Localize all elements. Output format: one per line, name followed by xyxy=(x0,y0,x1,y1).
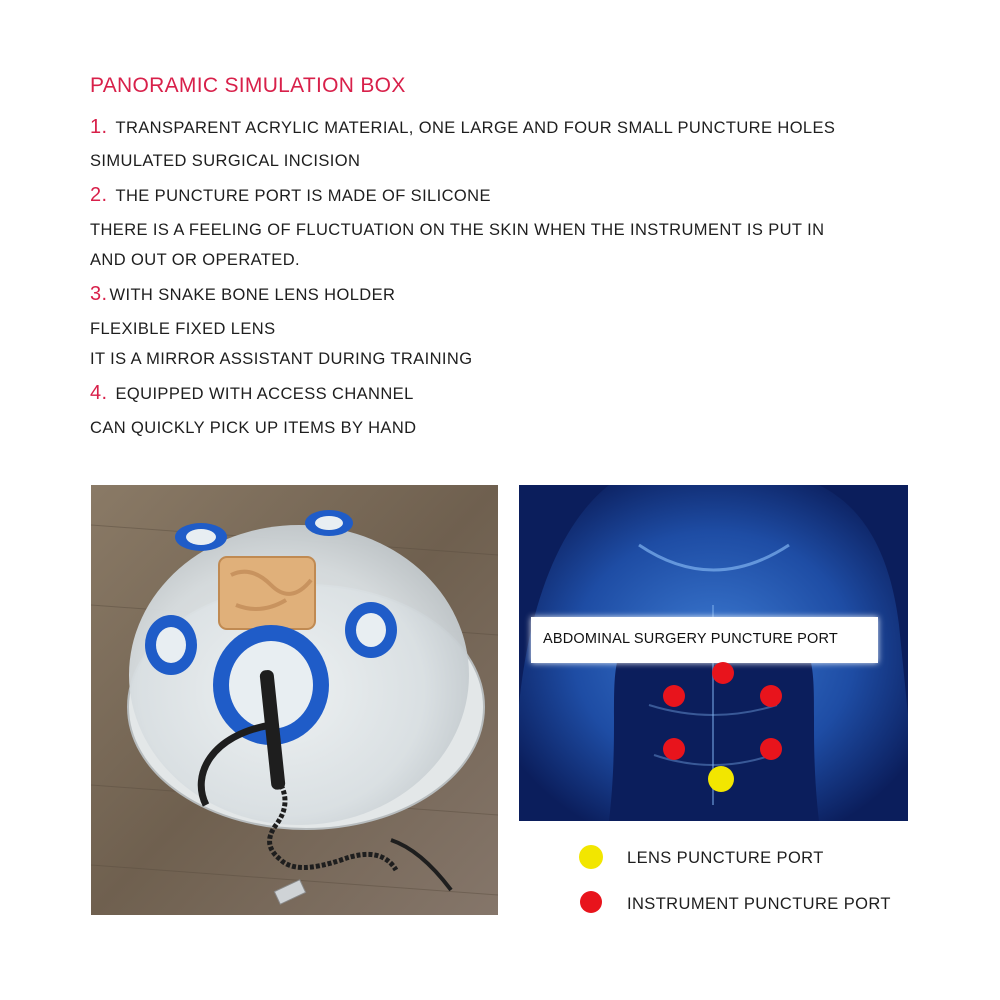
feature-2-detail-2: AND OUT OR OPERATED. xyxy=(90,251,300,269)
instrument-port-marker xyxy=(760,738,782,760)
feature-3-detail-1: FLEXIBLE FIXED LENS xyxy=(90,320,276,338)
instrument-port-legend-label: INSTRUMENT PUNCTURE PORT xyxy=(627,895,891,913)
instrument-port-legend-dot xyxy=(580,891,602,913)
instrument-port-marker xyxy=(760,685,782,707)
feature-1-heading xyxy=(90,116,835,139)
page-title: PANORAMIC SIMULATION BOX xyxy=(90,74,406,97)
feature-2-heading xyxy=(90,184,491,207)
feature-3-heading-text: WITH SNAKE BONE LENS HOLDER xyxy=(109,286,396,304)
lens-port-legend-dot xyxy=(579,845,603,869)
feature-4-detail-1: CAN QUICKLY PICK UP ITEMS BY HAND xyxy=(90,419,417,437)
instrument-port-marker xyxy=(712,662,734,684)
feature-3-number: 3. xyxy=(90,283,108,305)
feature-2-number: 2. xyxy=(90,184,108,206)
feature-1-detail-1: SIMULATED SURGICAL INCISION xyxy=(90,152,361,170)
diagram-banner xyxy=(531,617,878,663)
simulation-box-photo xyxy=(91,485,498,915)
feature-4-heading xyxy=(90,382,414,405)
lens-port-legend-label: LENS PUNCTURE PORT xyxy=(627,849,824,867)
diagram-banner-label: ABDOMINAL SURGERY PUNCTURE PORT xyxy=(543,631,838,647)
lens-port-marker xyxy=(708,766,734,792)
feature-2-detail-1: THERE IS A FEELING OF FLUCTUATION ON THE SKIN WHEN THE INSTRUMENT IS PUT IN xyxy=(90,221,825,239)
feature-3-detail-2: IT IS A MIRROR ASSISTANT DURING TRAINING xyxy=(90,350,473,368)
instrument-port-marker xyxy=(663,685,685,707)
feature-1-heading-text: TRANSPARENT ACRYLIC MATERIAL, ONE LARGE AND FOUR SMALL PUNCTURE HOLES xyxy=(115,119,836,137)
feature-3-heading xyxy=(90,283,395,306)
instrument-port-marker xyxy=(663,738,685,760)
feature-2-heading-text: THE PUNCTURE PORT IS MADE OF SILICONE xyxy=(115,187,491,205)
feature-4-heading-text: EQUIPPED WITH ACCESS CHANNEL xyxy=(115,385,414,403)
feature-4-number: 4. xyxy=(90,382,108,404)
feature-1-number: 1. xyxy=(90,116,108,138)
